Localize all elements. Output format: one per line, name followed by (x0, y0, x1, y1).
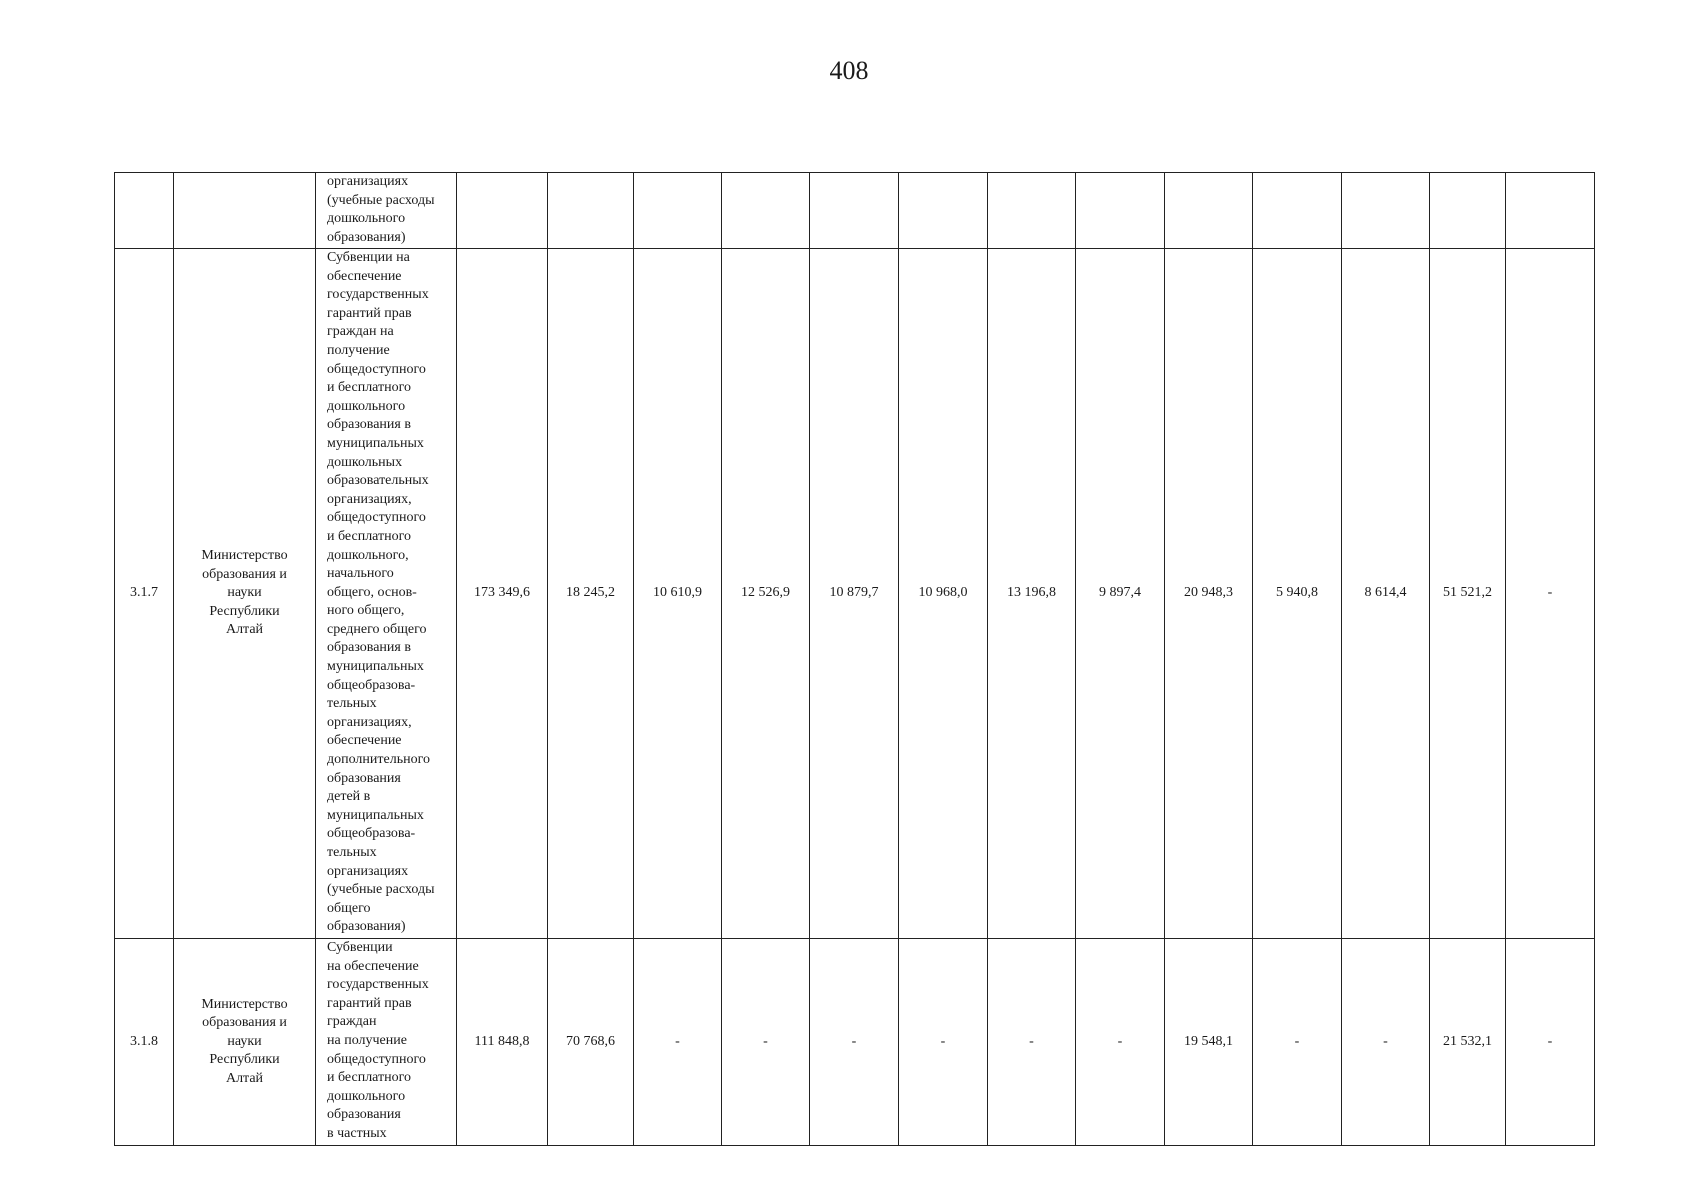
value-cell: 8 614,4 (1342, 249, 1430, 939)
value-cell (548, 173, 634, 249)
value-cell (722, 173, 810, 249)
value-cell: 12 526,9 (722, 249, 810, 939)
value-cell (1165, 173, 1253, 249)
value-cell: - (1342, 939, 1430, 1146)
value-cell (1253, 173, 1342, 249)
table-row (115, 939, 1595, 1146)
value-cell: - (810, 939, 899, 1146)
value-cell: 10 968,0 (899, 249, 988, 939)
value-cell (1342, 173, 1430, 249)
value-cell: 20 948,3 (1165, 249, 1253, 939)
table-row (115, 249, 1595, 939)
description-cell: организациях (учебные расходы дошкольного образования) (316, 173, 457, 249)
row-number-cell: 3.1.7 (115, 249, 174, 939)
value-cell: 10 879,7 (810, 249, 899, 939)
value-cell: 9 897,4 (1076, 249, 1165, 939)
value-cell (810, 173, 899, 249)
value-cell: - (634, 939, 722, 1146)
organization-cell (174, 173, 316, 249)
description-cell: Субвенции на обеспечение государственных гарантий прав граждан на получение общедоступного и бесплатного дошкольного образования в частных (316, 939, 457, 1146)
value-cell: 5 940,8 (1253, 249, 1342, 939)
value-cell: 18 245,2 (548, 249, 634, 939)
value-cell: - (899, 939, 988, 1146)
table-row (115, 173, 1595, 249)
row-number-cell (115, 173, 174, 249)
value-cell (457, 173, 548, 249)
value-cell (899, 173, 988, 249)
value-cell: 10 610,9 (634, 249, 722, 939)
value-cell: - (1506, 939, 1595, 1146)
organization-cell: Министерство образования и науки Республики Алтай (174, 939, 316, 1146)
row-number-cell: 3.1.8 (115, 939, 174, 1146)
value-cell (1076, 173, 1165, 249)
value-cell: - (1253, 939, 1342, 1146)
value-cell: - (1506, 249, 1595, 939)
value-cell (634, 173, 722, 249)
value-cell (1506, 173, 1595, 249)
value-cell: - (1076, 939, 1165, 1146)
description-cell: Субвенции на обеспечение государственных гарантий прав граждан на получение общедоступного и бесплатного дошкольного образования в муниципальных дошкольных образовательных организациях, общедоступного и бесплатного дошкольного, начального общего, основ- ного общего, среднего общего образования в муниципальных общеобразова- тельных организациях, обеспечение дополнительного образования детей в муниципальных общеобразова- тельных организациях (учебные расходы общего образования) (316, 249, 457, 939)
value-cell: - (722, 939, 810, 1146)
value-cell: 21 532,1 (1430, 939, 1506, 1146)
value-cell: 173 349,6 (457, 249, 548, 939)
value-cell (988, 173, 1076, 249)
organization-cell: Министерство образования и науки Республики Алтай (174, 249, 316, 939)
page-number: 408 (829, 56, 869, 85)
value-cell: - (988, 939, 1076, 1146)
budget-table (114, 172, 1595, 1146)
value-cell: 13 196,8 (988, 249, 1076, 939)
value-cell: 70 768,6 (548, 939, 634, 1146)
value-cell (1430, 173, 1506, 249)
value-cell: 111 848,8 (457, 939, 548, 1146)
value-cell: 51 521,2 (1430, 249, 1506, 939)
value-cell: 19 548,1 (1165, 939, 1253, 1146)
